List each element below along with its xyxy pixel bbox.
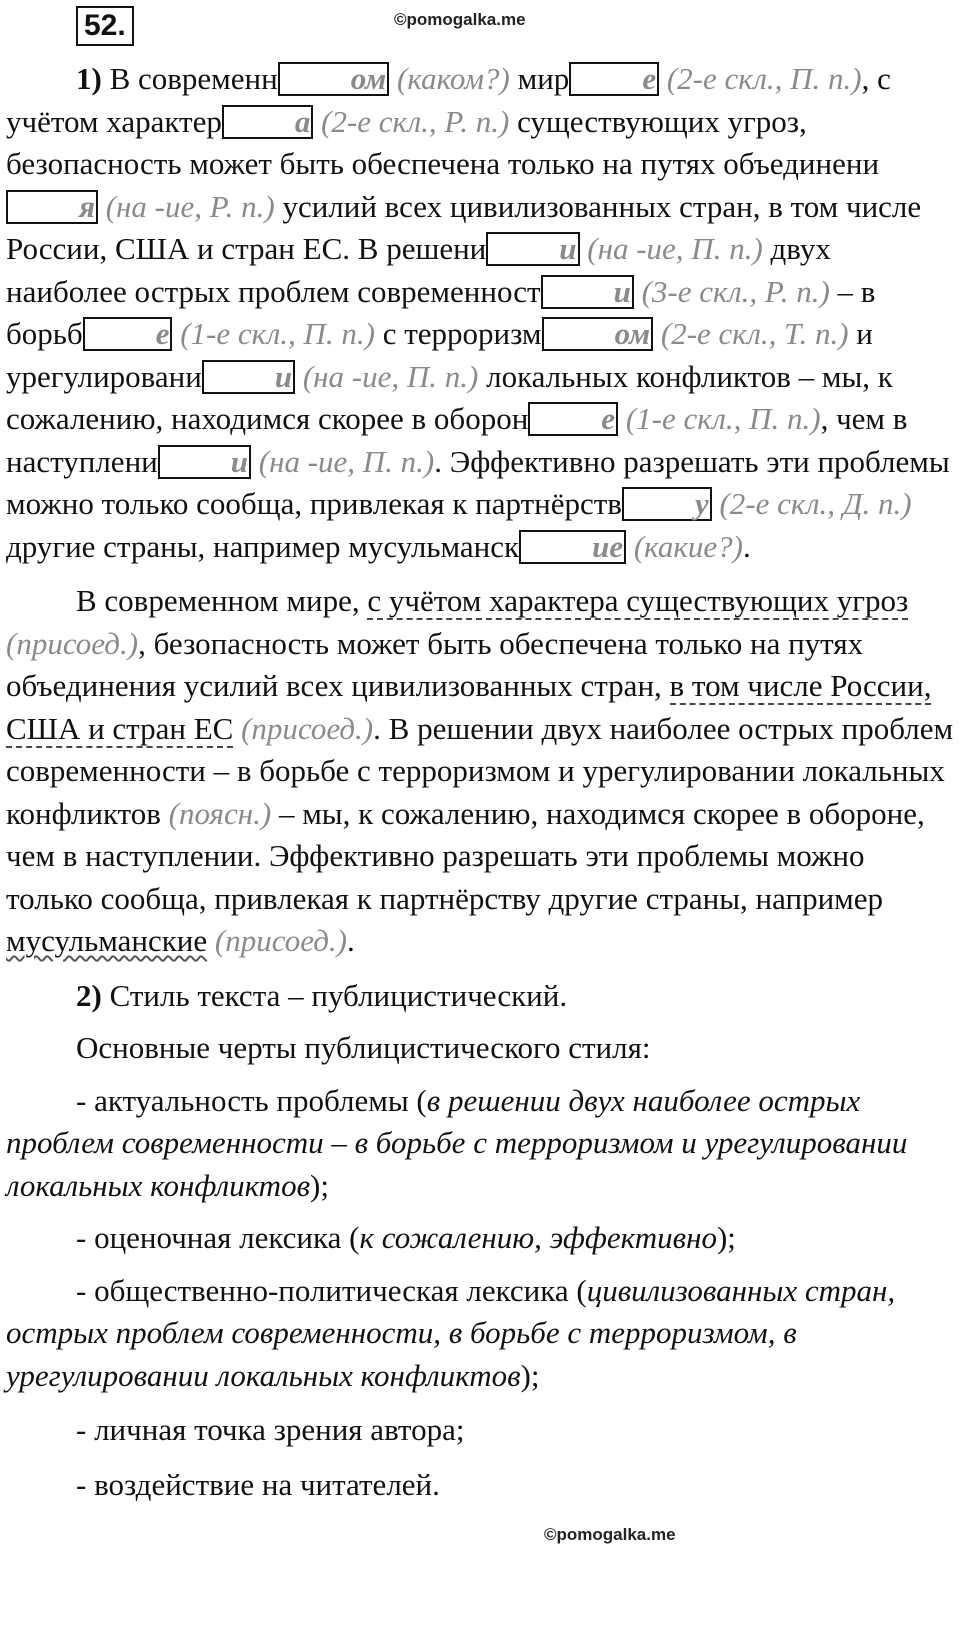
ending-box: а bbox=[222, 105, 314, 139]
text: мир bbox=[509, 61, 570, 96]
text: ); bbox=[716, 1220, 736, 1255]
text: локальных конфликтов – мы, к сожалению, находимся скорее в оборон bbox=[6, 358, 893, 436]
underlined-member: в том числе России, США и стран ЕС bbox=[6, 668, 932, 746]
underlined-member: мусульманские bbox=[6, 923, 208, 958]
ending-box: ом bbox=[542, 317, 654, 351]
paragraph-part2 bbox=[6, 975, 954, 1018]
ending-box: е bbox=[83, 317, 173, 351]
ending-box: ом bbox=[278, 62, 390, 96]
text: , безопасность может быть обеспечена только на путях объединения усилий всех цивилизованных стран, bbox=[6, 625, 864, 703]
text: – в борьб bbox=[6, 273, 876, 351]
ending-box: е bbox=[528, 402, 618, 436]
grammar-note: (на -ие, П. п.) bbox=[251, 443, 435, 479]
text: ); bbox=[310, 1167, 329, 1203]
feature-item: - личная точка зрения автора; bbox=[76, 1412, 465, 1447]
member-note: (присоед.) bbox=[233, 710, 374, 746]
grammar-note: (на -ие, Р. п.) bbox=[97, 188, 275, 224]
feature-item bbox=[6, 1270, 954, 1398]
ending-box: е bbox=[569, 62, 659, 96]
grammar-note: (какие?) bbox=[626, 528, 743, 564]
part1-number: 1) bbox=[76, 61, 102, 96]
grammar-note: (1-е скл., П. п.) bbox=[618, 401, 821, 436]
watermark-bottom: ©pomogalka.me bbox=[544, 1525, 676, 1544]
grammar-note: (2-е скл., Т. п.) bbox=[653, 316, 849, 351]
feature-item bbox=[6, 1080, 954, 1208]
text: – мы, к сожалению, находимся скорее в обороне, чем в наступлении. Эффективно разрешать эти проблемы можно только сообща, привлекая к партнёрству другие страны, например bbox=[6, 795, 925, 916]
text: и урегулировани bbox=[6, 316, 873, 394]
paragraph-parse bbox=[6, 580, 954, 963]
ending-box: я bbox=[6, 190, 98, 224]
ending-box: и bbox=[541, 275, 634, 309]
grammar-note: (3-е скл., Р. п.) bbox=[633, 273, 830, 309]
example: цивилизованных стран, острых проблем современности, в борьбе с терроризмом, в урегулировании локальных конфликтов bbox=[6, 1272, 896, 1393]
text: . Эффективно разрешать эти проблемы можно только сообща, привлекая к партнёрств bbox=[6, 443, 950, 521]
ending-box: и bbox=[202, 360, 295, 394]
text: двух наиболее острых проблем современност bbox=[6, 231, 831, 309]
text: . В решении двух наиболее острых проблем современности – в борьбе с терроризмом и урегулировании локальных конфликтов bbox=[6, 710, 954, 831]
text: , чем в наступлени bbox=[6, 401, 908, 479]
text: . bbox=[742, 528, 751, 564]
grammar-note: (2-е скл., Д. п.) bbox=[711, 486, 912, 521]
grammar-note: (1-е скл., П. п.) bbox=[172, 316, 375, 351]
feature-item bbox=[6, 1217, 954, 1260]
text: В современн bbox=[101, 61, 278, 96]
ending-box: ие bbox=[519, 530, 626, 564]
text: существующих угроз, безопасность может быть обеспечена только на путях объединени bbox=[6, 103, 880, 181]
ending-box: и bbox=[486, 232, 579, 266]
example: в решении двух наиболее острых проблем современности – в борьбе с терроризмом и урегулировании локальных конфликтов bbox=[6, 1082, 908, 1203]
grammar-note: (на -ие, П. п.) bbox=[579, 231, 763, 266]
grammar-note: (каком?) bbox=[389, 61, 510, 96]
feature-item: - воздействие на читателей. bbox=[76, 1466, 440, 1502]
grammar-note: (на -ие, П. п.) bbox=[295, 358, 479, 394]
text: ); bbox=[520, 1357, 540, 1393]
text: с терроризм bbox=[374, 316, 542, 351]
ending-box: у bbox=[622, 487, 712, 521]
text: . bbox=[346, 923, 355, 958]
member-note: (присоед.) bbox=[207, 923, 347, 958]
underlined-member: с учётом характера существующих угроз bbox=[367, 583, 909, 618]
example: к сожалению, эффективно bbox=[359, 1220, 717, 1255]
text: - общественно-политическая лексика ( bbox=[76, 1272, 587, 1308]
text: - оценочная лексика ( bbox=[76, 1220, 360, 1255]
features-heading: Основные черты публицистического стиля: bbox=[76, 1030, 651, 1065]
task-number: 52. bbox=[76, 6, 134, 46]
text: - актуальность проблемы ( bbox=[76, 1082, 427, 1118]
style-line: Стиль текста – публицистический. bbox=[101, 977, 568, 1013]
solution-text bbox=[6, 58, 954, 1506]
member-note: (присоед.) bbox=[6, 625, 139, 661]
grammar-note: (2-е скл., Р. п.) bbox=[313, 103, 510, 139]
paragraph-part1 bbox=[6, 58, 954, 568]
part2-number: 2) bbox=[76, 977, 102, 1013]
member-note: (поясн.) bbox=[160, 795, 272, 831]
text: , с учётом характер bbox=[6, 61, 891, 139]
text: другие страны, например мусульманск bbox=[6, 528, 520, 564]
watermark-top: ©pomogalka.me bbox=[394, 10, 526, 29]
text: В современном мире, bbox=[76, 583, 368, 618]
text: усилий всех цивилизованных стран, в том числе России, США и стран ЕС. В решени bbox=[6, 188, 922, 266]
ending-box: и bbox=[158, 445, 251, 479]
grammar-note: (2-е скл., П. п.) bbox=[659, 61, 862, 96]
